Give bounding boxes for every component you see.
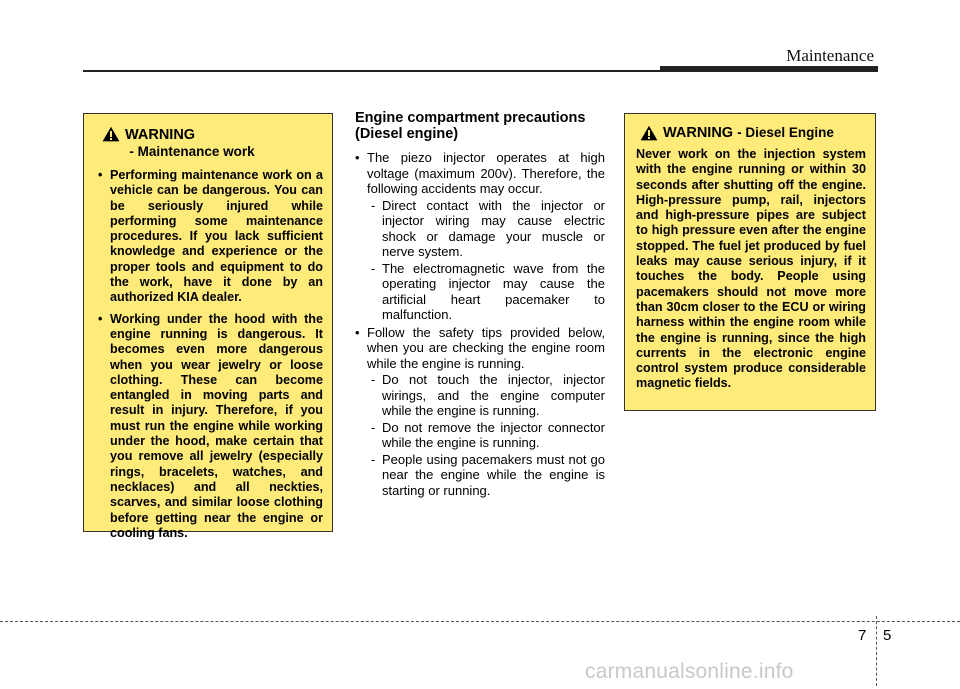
warning-subtitle: - Diesel Engine	[737, 125, 834, 140]
warning-triangle-icon	[640, 125, 658, 141]
precautions-title: Engine compartment precautions (Diesel engine)	[355, 110, 586, 142]
precaution-sublist	[367, 372, 605, 498]
warning-item: • Working under the hood with the engine running is dangerous. It becomes even more dangerous when you wear jewelry or loose clothing. These can become entangled in moving parts and result in injury. Therefore, if you must run the engine while working under the hood, make certain that you remove all jewelry (especially rings, bracelets, watches, and necklaces) and all neckties, scarves, and similar loose clothing before getting near the engine or cooling fans.	[98, 312, 323, 541]
warning-subtitle: - Maintenance work	[129, 144, 255, 159]
chapter-number: 7	[858, 627, 867, 644]
precautions-column	[355, 110, 605, 500]
warning-heading	[98, 126, 323, 160]
footer-divider	[876, 616, 878, 686]
warning-box-maintenance	[83, 113, 333, 540]
warning-label: WARNING	[663, 125, 734, 141]
precaution-subitem: - Direct contact with the injector or injector wiring may cause electric shock or damage your muscle or nerve system.	[371, 198, 605, 260]
precaution-subitem: - Do not remove the injector connector while the engine is running.	[371, 420, 605, 451]
header-rule	[83, 70, 663, 72]
precaution-text: The piezo injector operates at high voltage (maximum 200v). Therefore, the following accidents may occur.	[367, 150, 605, 196]
page-number: 5	[883, 627, 892, 644]
warning-triangle-icon	[102, 126, 120, 142]
header-rule-thick	[660, 66, 878, 72]
precaution-text: Follow the safety tips provided below, when you are checking the engine room while the engine is running.	[367, 324, 605, 371]
warning-list	[98, 168, 323, 541]
warning-item: • Performing maintenance work on a vehicle can be dangerous. You can be seriously injured while performing some maintenance procedures. If you lack sufficient knowledge and experience or the proper tools and equipment to do the work, have it done by an authorized KIA dealer.	[98, 168, 323, 306]
warning-heading	[636, 125, 866, 141]
precaution-subitem: - The electromagnetic wave from the operating injector may cause the artificial heart pacemaker to malfunction.	[371, 261, 605, 323]
precaution-subitem: - People using pacemakers must not go near the engine while the engine is starting or running.	[371, 452, 605, 499]
watermark: carmanualsonline.info	[585, 660, 794, 683]
warning-body: Never work on the injection system with the engine running or within 30 seconds after shutting off the engine. High-pressure pump, rail, injectors and high-pressure pipes are subject to high pressure even after the engine stopped. The fuel jet produced by fuel leaks may cause serious injury, if it touches the body. People using pacemakers should not move more than 30cm closer to the ECU or wiring harness within the engine room while the engine is running, since the high currents in the electronic engine control system produce considerable magnetic fields.	[636, 147, 866, 391]
precaution-item	[355, 150, 605, 323]
footer-rule	[0, 621, 960, 622]
warning-box-diesel	[624, 113, 876, 411]
precaution-subitem: - Do not touch the injector, injector wirings, and the engine computer while the engine is running.	[371, 372, 605, 419]
section-title: Maintenance	[786, 46, 874, 65]
precaution-sublist	[367, 198, 605, 323]
precaution-item	[355, 325, 605, 499]
warning-label: WARNING	[125, 127, 196, 143]
precautions-list	[355, 150, 605, 498]
